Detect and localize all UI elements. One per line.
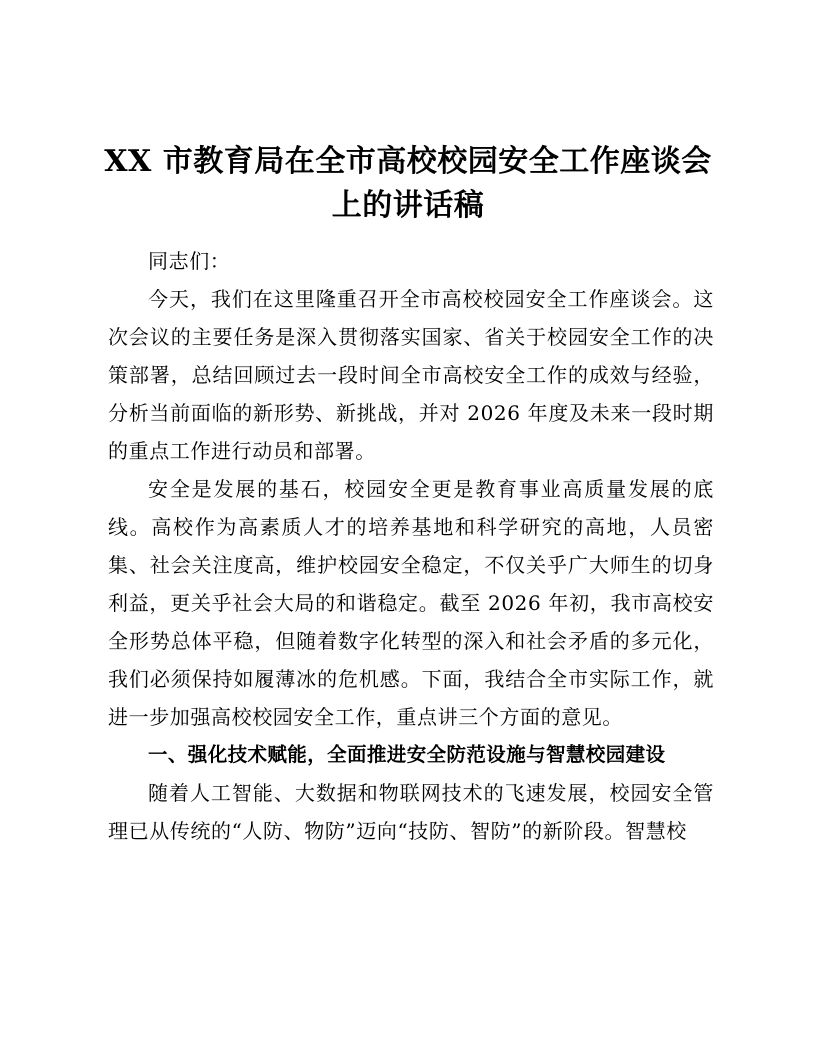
paragraph-section-1: 随着人工智能、大数据和物联网技术的飞速发展，校园安全管理已从传统的“人防、物防”迈向“技防、智防”的新阶段。智慧校 [108,781,714,843]
section-heading-1: 一、强化技术赋能，全面推进安全防范设施与智慧校园建设 [148,743,666,766]
document-title: XX 市教育局在全市高校校园安全工作座谈会上的讲话稿 [104,144,712,223]
document-body [108,242,714,850]
paragraph-context: 安全是发展的基石，校园安全更是教育事业高质量发展的底线。高校作为高素质人才的培养基地和科学研究的高地，人员密集、社会关注度高，维护校园安全稳定，不仅关乎广大师生的切身利益，更关乎社会大局的和谐稳定。截至 2026 年初，我市高校安全形势总体平稳，但随着数字化转型的深入和社会矛盾的多元化，我们必须保持如履薄冰的危机感。下面，我结合全市实际工作，就进一步加强高校校园安全工作，重点讲三个方面的意见。 [108,477,714,729]
paragraph-opening: 今天，我们在这里隆重召开全市高校校园安全工作座谈会。这次会议的主要任务是深入贯彻落实国家、省关于校园安全工作的决策部署，总结回顾过去一段时间全市高校安全工作的成效与经验，分析当前面临的新形势、新挑战，并对 2026 年度及未来一段时期的重点工作进行动员和部署。 [108,287,714,463]
greeting: 同志们： [148,249,231,273]
